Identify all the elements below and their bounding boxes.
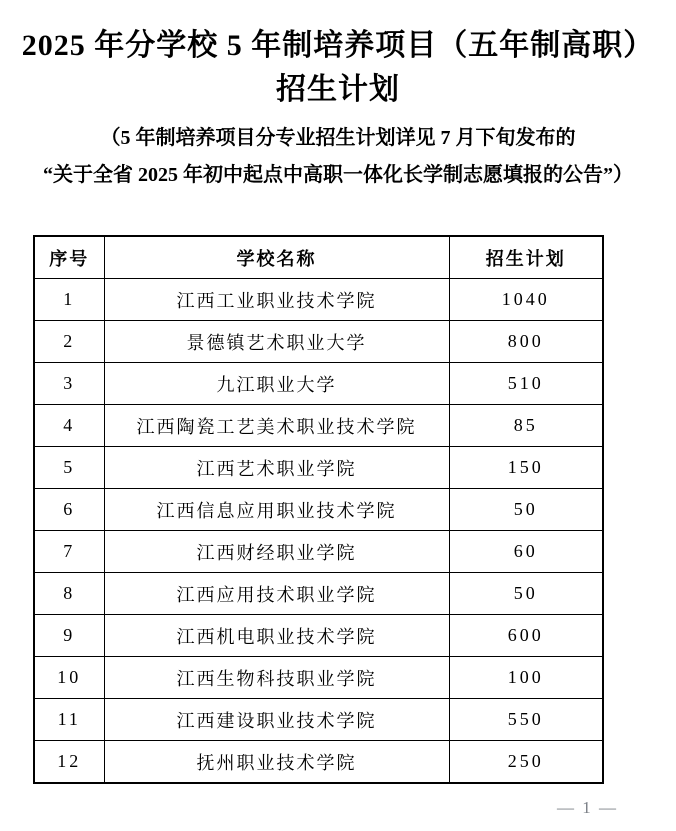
plan-cell: 50 [449, 489, 603, 531]
school-name-cell: 江西应用技术职业学院 [104, 573, 449, 615]
school-name-cell: 抚州职业技术学院 [104, 741, 449, 784]
table-row [34, 321, 603, 363]
header-cell-plan: 招生计划 [449, 236, 603, 279]
table-row [34, 741, 603, 784]
school-name-cell: 江西艺术职业学院 [104, 447, 449, 489]
school-name-cell: 江西财经职业学院 [104, 531, 449, 573]
school-name-cell: 江西陶瓷工艺美术职业技术学院 [104, 405, 449, 447]
plan-cell: 50 [449, 573, 603, 615]
plan-cell: 150 [449, 447, 603, 489]
plan-cell: 250 [449, 741, 603, 784]
header-cell-school-name: 学校名称 [104, 236, 449, 279]
serial-cell: 2 [34, 321, 104, 363]
serial-cell: 5 [34, 447, 104, 489]
page-subtitle-line1: （5 年制培养项目分专业招生计划详见 7 月下旬发布的 [100, 127, 576, 149]
school-name-cell: 江西工业职业技术学院 [104, 279, 449, 321]
plan-cell: 85 [449, 405, 603, 447]
serial-cell: 4 [34, 405, 104, 447]
table-row [34, 279, 603, 321]
table-row [34, 531, 603, 573]
page-subtitle [0, 120, 676, 194]
page-subtitle-line2: “关于全省 2025 年初中起点中高职一体化长学制志愿填报的公告”） [43, 164, 633, 186]
table-row [34, 363, 603, 405]
plan-cell: 60 [449, 531, 603, 573]
table-row [34, 489, 603, 531]
plan-cell: 800 [449, 321, 603, 363]
table-row [34, 615, 603, 657]
plan-cell: 1040 [449, 279, 603, 321]
school-name-cell: 江西机电职业技术学院 [104, 615, 449, 657]
school-name-cell: 景德镇艺术职业大学 [104, 321, 449, 363]
plan-cell: 550 [449, 699, 603, 741]
serial-cell: 7 [34, 531, 104, 573]
table-row [34, 573, 603, 615]
table-row [34, 405, 603, 447]
serial-cell: 11 [34, 699, 104, 741]
page-title [0, 24, 676, 112]
school-name-cell: 江西信息应用职业技术学院 [104, 489, 449, 531]
plan-cell: 600 [449, 615, 603, 657]
plan-cell: 100 [449, 657, 603, 699]
table-row [34, 699, 603, 741]
serial-cell: 1 [34, 279, 104, 321]
header-cell-serial: 序号 [34, 236, 104, 279]
table-row [34, 447, 603, 489]
school-name-cell: 江西生物科技职业学院 [104, 657, 449, 699]
table-row [34, 657, 603, 699]
page-title-line1: 2025 年分学校 5 年制培养项目（五年制高职） [21, 29, 655, 62]
serial-cell: 8 [34, 573, 104, 615]
serial-cell: 10 [34, 657, 104, 699]
school-name-cell: 江西建设职业技术学院 [104, 699, 449, 741]
plan-cell: 510 [449, 363, 603, 405]
serial-cell: 3 [34, 363, 104, 405]
school-name-cell: 九江职业大学 [104, 363, 449, 405]
table-header-row [34, 236, 603, 279]
page-title-line2: 招生计划 [276, 73, 400, 106]
enrollment-plan-table [33, 235, 604, 784]
serial-cell: 12 [34, 741, 104, 784]
page-number: — 1 — [557, 798, 618, 817]
serial-cell: 6 [34, 489, 104, 531]
serial-cell: 9 [34, 615, 104, 657]
